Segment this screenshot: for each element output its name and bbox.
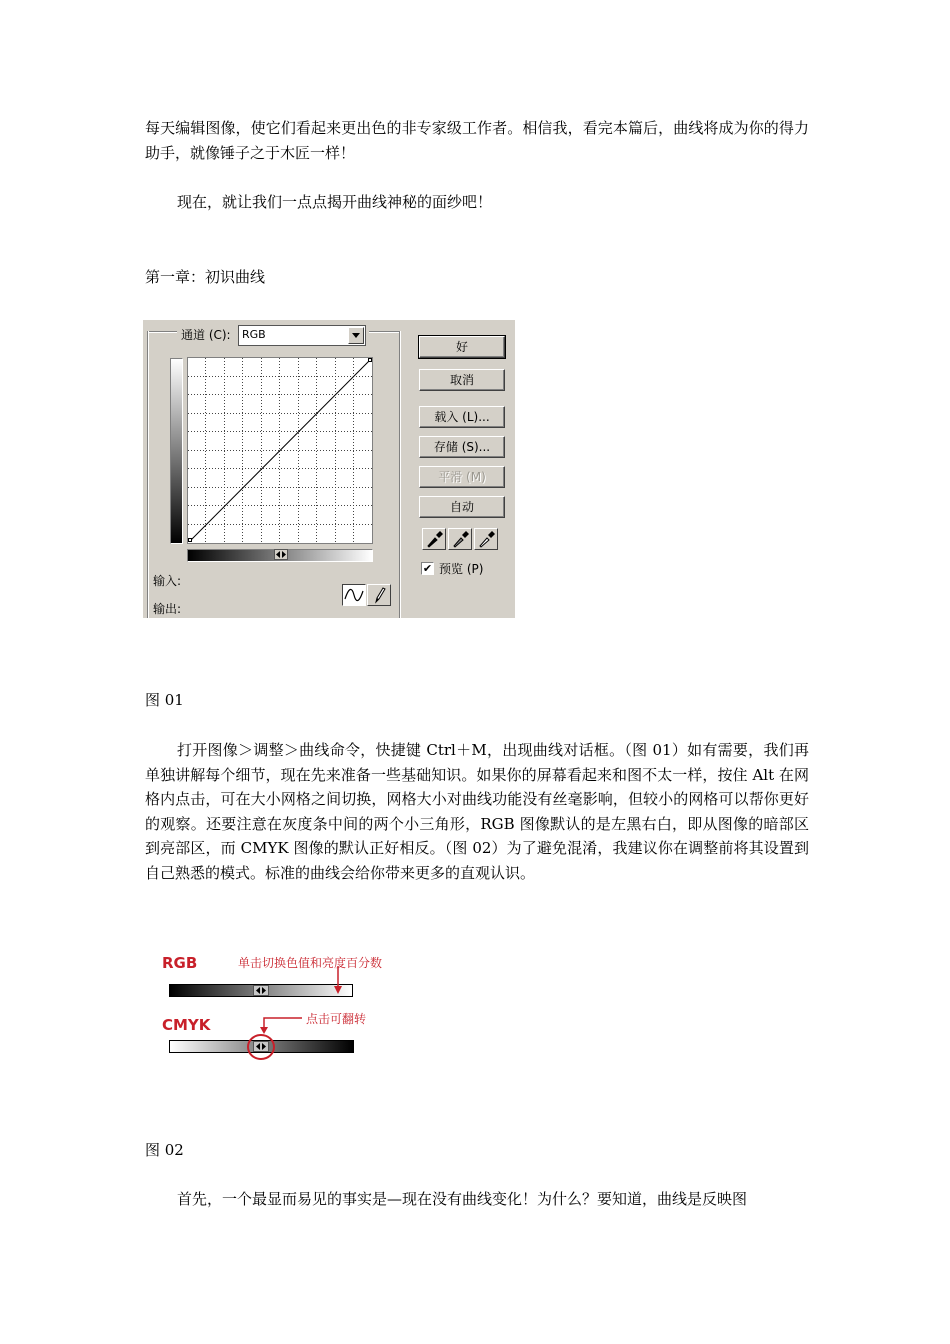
chevron-down-icon[interactable] — [348, 327, 364, 344]
curve-point-white — [369, 359, 372, 362]
highlight-circle-icon — [245, 1032, 277, 1062]
save-button[interactable]: 存储 (S)... — [419, 436, 505, 458]
channel-label: 通道 (C): — [181, 328, 231, 342]
channel-value: RGB — [242, 328, 266, 341]
cmyk-label: CMYK — [162, 1016, 211, 1034]
flip-note: 点击可翻转 — [306, 1012, 367, 1026]
groupbox-right — [399, 331, 401, 618]
output-gradient-bar — [170, 358, 183, 544]
load-button[interactable]: 载入 (L)... — [419, 406, 505, 428]
eyedropper-black-icon — [423, 529, 445, 549]
groupbox-top-left — [147, 331, 177, 333]
output-label: 输出: — [153, 602, 182, 616]
input-label: 输入: — [153, 574, 182, 588]
rgb-toggle-icon — [253, 985, 269, 996]
pencil-tool-button[interactable] — [367, 584, 391, 606]
paragraph-intro: 每天编辑图像，使它们看起来更出色的非专家级工作者。相信我，看完本篇后，曲线将成为你的得力助手，就像锤子之于木匠一样！ — [145, 119, 809, 162]
arrow-down-icon — [330, 966, 346, 996]
gradient-toggle-button[interactable] — [274, 549, 288, 560]
eyedropper-white-icon — [475, 529, 497, 549]
figure-caption-02: 图 02 — [145, 1141, 184, 1159]
paragraph-instructions: 打开图像＞调整＞曲线命令，快捷键 Ctrl＋M，出现曲线对话框。（图 01）如有需要，我们再单独讲解每个细节，现在先来准备一些基础知识。如果你的屏幕看起来和图不太一样，按住 Alt 在网格内点击，可在大小网格之间切换，网格大小对曲线功能没有丝毫影响，但较小的网格可以帮你更好的观察。还要注意在灰度条中间的两个小三角形，RGB 图像默认的是左黑右白，即从图像的暗部区到亮部区，而 CMYK 图像的默认正好相反。（图 02）为了避免混淆，我建议你在调整前将其设置到自己熟悉的模式。标准的曲线会给你带来更多的直观认识。 — [145, 741, 809, 882]
curve-graph[interactable] — [187, 357, 373, 544]
gray-eyedropper-button[interactable] — [448, 528, 472, 550]
black-eyedropper-button[interactable] — [422, 528, 446, 550]
eyedropper-gray-icon — [449, 529, 471, 549]
preview-checkbox[interactable]: ✔ — [422, 562, 433, 575]
paragraph-first-fact: 首先，一个最显而易见的事实是—现在没有曲线变化！为什么？要知道，曲线是反映图 — [177, 1190, 748, 1208]
curve-icon — [343, 585, 365, 605]
pencil-icon — [368, 585, 390, 605]
figure-02 — [160, 948, 400, 1068]
paragraph-reveal: 现在，就让我们一点点揭开曲线神秘的面纱吧！ — [177, 193, 493, 211]
groupbox-left — [147, 331, 149, 618]
chapter-heading: 第一章：初识曲线 — [145, 268, 266, 286]
channel-select[interactable] — [238, 325, 366, 346]
smooth-button[interactable]: 平滑 (M) — [419, 466, 505, 488]
curve-point-black — [189, 539, 192, 542]
cancel-button[interactable]: 取消 — [419, 369, 505, 391]
toggle-note: 单击切换色值和亮度百分数 — [238, 956, 383, 970]
preview-label: 预览 (P) — [439, 562, 484, 576]
rgb-label: RGB — [162, 954, 198, 972]
figure-caption-01: 图 01 — [145, 691, 184, 709]
curve-tool-button[interactable] — [342, 584, 366, 606]
groupbox-top-right — [369, 331, 401, 333]
curves-dialog — [143, 320, 515, 618]
auto-button[interactable]: 自动 — [419, 496, 505, 518]
white-eyedropper-button[interactable] — [474, 528, 498, 550]
ok-button[interactable]: 好 — [419, 336, 505, 358]
